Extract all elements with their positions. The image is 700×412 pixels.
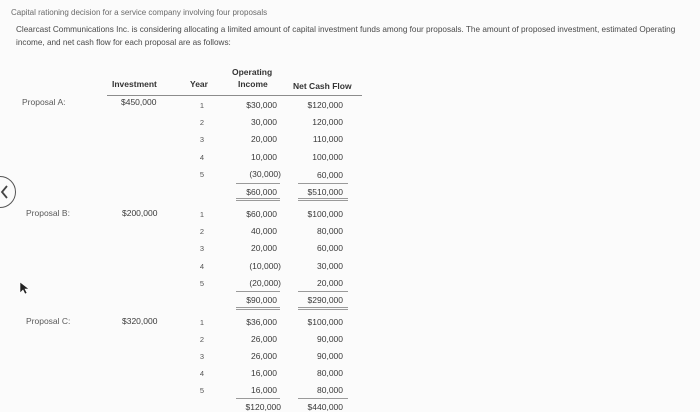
chevron-left-icon [0, 185, 9, 199]
proposal-label: Proposal A: [22, 97, 66, 107]
total-operating-income: $120,000 [245, 402, 281, 412]
total-rule [236, 183, 280, 184]
total-rule [298, 398, 348, 399]
year-cell: 5 [199, 279, 205, 288]
proposal-label: Proposal C: [26, 316, 71, 326]
operating-income-cell: $30,000 [246, 100, 277, 110]
net-cash-flow-cell: 30,000 [317, 261, 343, 271]
year-cell: 3 [199, 135, 205, 144]
proposal-label: Proposal B: [26, 208, 70, 218]
net-cash-flow-cell: $120,000 [307, 100, 343, 110]
net-cash-flow-cell: $100,000 [307, 209, 343, 219]
operating-income-cell: $60,000 [246, 209, 277, 219]
header-year: Year [190, 79, 208, 89]
net-cash-flow-cell: 90,000 [317, 334, 343, 344]
mouse-pointer-icon [19, 281, 30, 295]
year-cell: 1 [199, 101, 205, 110]
net-cash-flow-cell: 90,000 [317, 351, 343, 361]
year-cell: 1 [199, 318, 205, 327]
total-operating-income: $90,000 [246, 295, 277, 305]
year-cell: 2 [199, 227, 205, 236]
operating-income-cell: 20,000 [251, 243, 277, 253]
net-cash-flow-cell: 110,000 [312, 134, 343, 144]
operating-income-cell: (10,000) [249, 261, 281, 271]
operating-income-cell: 26,000 [251, 351, 277, 361]
operating-income-cell: 16,000 [251, 385, 277, 395]
year-cell: 4 [199, 262, 205, 271]
operating-income-cell: 40,000 [251, 226, 277, 236]
net-cash-flow-cell: 80,000 [317, 226, 343, 236]
double-rule [236, 200, 280, 201]
net-cash-flow-cell: 120,000 [312, 117, 343, 127]
investment-value: $450,000 [121, 97, 157, 107]
year-cell: 5 [199, 170, 205, 179]
investment-value: $320,000 [122, 316, 158, 326]
header-operating-line2: Income [238, 79, 268, 89]
total-rule [236, 398, 280, 399]
header-rule [107, 95, 362, 96]
year-cell: 2 [199, 335, 205, 344]
double-rule [298, 307, 348, 308]
net-cash-flow-cell: $100,000 [307, 317, 343, 327]
year-cell: 1 [199, 210, 205, 219]
net-cash-flow-cell: 80,000 [317, 368, 343, 378]
header-investment: Investment [112, 79, 157, 89]
operating-income-cell: 20,000 [251, 134, 277, 144]
double-rule [298, 200, 348, 201]
operating-income-cell: 16,000 [251, 368, 277, 378]
total-net-cash-flow: $510,000 [307, 187, 343, 197]
year-cell: 3 [199, 352, 205, 361]
operating-income-cell: (20,000) [249, 278, 281, 288]
investment-value: $200,000 [122, 208, 158, 218]
total-rule [298, 291, 348, 292]
year-cell: 4 [199, 369, 205, 378]
previous-page-button[interactable] [0, 176, 16, 208]
double-rule [236, 309, 280, 310]
total-rule [236, 291, 280, 292]
year-cell: 4 [199, 153, 205, 162]
operating-income-cell: 10,000 [251, 152, 277, 162]
page-title: Capital rationing decision for a service company involving four proposals [11, 8, 268, 17]
year-cell: 2 [199, 118, 205, 127]
net-cash-flow-cell: 100,000 [312, 152, 343, 162]
double-rule [298, 198, 348, 199]
intro-paragraph: Clearcast Communications Inc. is considering allocating a limited amount of capital investment funds among four proposals. The amount of proposed investment, estimated Operating income, and net cash flow for each proposal are as follows: [16, 25, 676, 47]
total-net-cash-flow: $290,000 [307, 295, 343, 305]
net-cash-flow-cell: 60,000 [317, 243, 343, 253]
header-operating-line1: Operating [232, 67, 273, 77]
total-rule [298, 183, 348, 184]
operating-income-cell: (30,000) [249, 169, 281, 179]
header-net-cash-flow: Net Cash Flow [293, 81, 352, 91]
operating-income-cell: 30,000 [251, 117, 277, 127]
double-rule [298, 309, 348, 310]
year-cell: 5 [199, 386, 205, 395]
total-net-cash-flow: $440,000 [307, 402, 343, 412]
double-rule [236, 307, 280, 308]
net-cash-flow-cell: 80,000 [317, 385, 343, 395]
double-rule [236, 198, 280, 199]
year-cell: 3 [199, 244, 205, 253]
total-operating-income: $60,000 [246, 187, 277, 197]
net-cash-flow-cell: 60,000 [317, 170, 343, 180]
net-cash-flow-cell: 20,000 [317, 278, 343, 288]
operating-income-cell: 26,000 [251, 334, 277, 344]
operating-income-cell: $36,000 [246, 317, 277, 327]
